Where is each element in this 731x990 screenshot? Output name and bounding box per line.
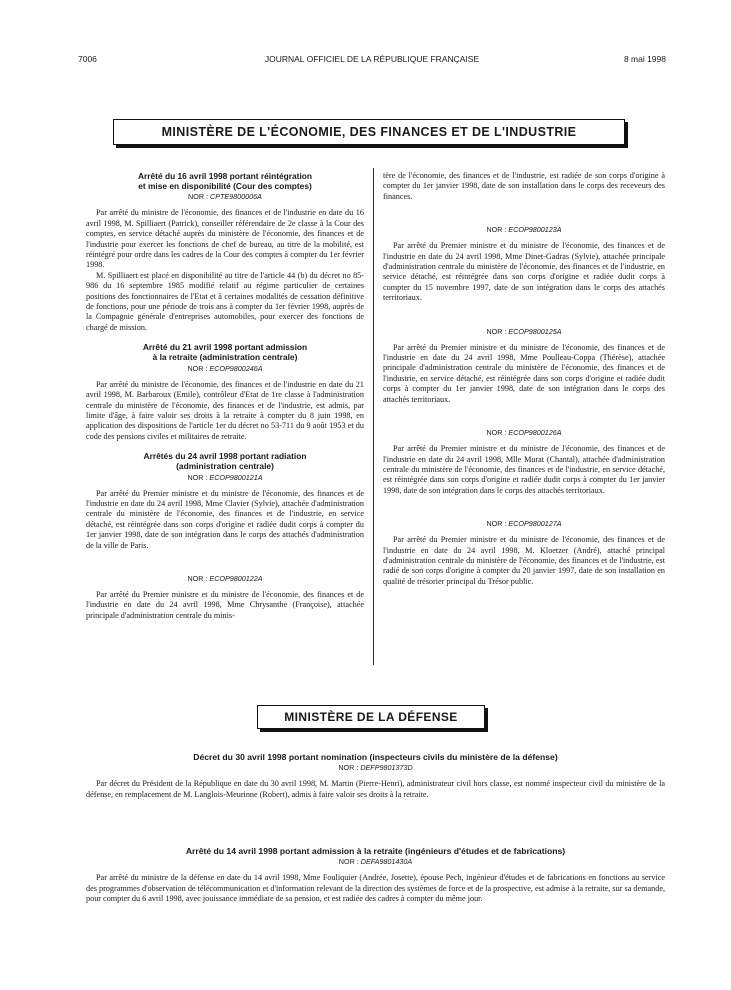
nor-code: ECOP9800125A [508, 326, 562, 336]
nor-label: NOR : [188, 192, 208, 202]
article-title-line: à la retraite (administration centrale) [152, 352, 298, 363]
nor-reference [86, 763, 665, 773]
nor-code: ECOP9800246A [209, 363, 263, 373]
nor-reference [383, 428, 665, 438]
article-dinet-gadras [383, 225, 665, 303]
nor-code: DEFP9801373D [360, 763, 413, 773]
article-chrysanthe [86, 574, 364, 621]
nor-reference [383, 519, 665, 529]
journal-title: JOURNAL OFFICIEL DE LA RÉPUBLIQUE FRANÇAISE [264, 54, 480, 64]
article-paragraph: Par arrêté du Premier ministre et du ministre de l'économie, des finances et de l'industrie en date du 24 avril 1998, M. Kloetzer (André), attaché principal d'administration centrale du ministère de l'économie, des finances et de l'industrie, est radié de son corps d'origine à compter du 20 janvier 1997, date de son installation en qualité de trésorier principal du Trésor public. [383, 535, 665, 586]
left-column [86, 171, 364, 621]
nor-code: ECOP9800121A [209, 472, 263, 482]
article-paragraph: Par arrêté du Premier ministre et du ministre de l'économie, des finances et de l'industrie en date du 24 avril 1998, Mme Poulleau-Coppa (Thérèse), attachée principale d'administration centrale du ministère de l'économie, des finances et de l'industrie, en service détaché, est réintégrée dans son corps d'origine et radiée dudit corps à compter du 1er janvier 1998, date de son intégration dans le corps des attachés territoriaux. [383, 342, 665, 404]
page-header [78, 54, 666, 68]
issue-date: 8 mai 1998 [623, 54, 666, 64]
nor-label: NOR : [187, 363, 208, 373]
article-paragraph: Par arrêté du ministre de l'économie, des finances et de l'industrie en date du 16 avril 1998, M. Spilliaert (Patrick), conseiller référendaire de 2e classe à la Cour des comptes, en service détaché auprès du ministère de l'économie, des finances et de l'industrie pour exercer les fonctions de chef de bureau, au titre de la mobilité, est réintégré pour ordre dans les cadres de la Cour des comptes à compter du 1er février 1998. [86, 208, 364, 270]
article-paragraph: Par arrêté du Premier ministre et du ministre de l'économie, des finances et de l'industrie en date du 24 avril 1998, Mme Chrysanthe (Françoise), attachée principale d'administration centrale du minis- [86, 589, 364, 620]
article-title-line: Arrêté du 16 avril 1998 portant réintégration [137, 171, 313, 181]
nor-label: NOR : [187, 573, 208, 583]
article-retraite-administration-centrale [86, 342, 364, 442]
article-paragraph: Par arrêté du Premier ministre et du ministre de l'économie, des finances et de l'industrie en date du 24 avril 1998, Mlle Murat (Chantal), attachée d'administration centrale du ministère de l'économie, des finances et de l'industrie, en service détaché, est réintégrée dans son corps d'origine et radiée dudit corps à compter du 1er janvier 1998, date de son intégration dans le corps des attachés territoriaux. [383, 444, 665, 495]
nor-label: NOR : [486, 519, 507, 529]
arrete-ingenieurs-etudes [86, 846, 665, 904]
column-divider [373, 168, 374, 665]
page-number: 7006 [78, 54, 97, 64]
article-title: Décret du 30 avril 1998 portant nomination (inspecteurs civils du ministère de la défense) [193, 752, 558, 762]
article-radiation [86, 451, 364, 551]
nor-reference [86, 192, 364, 202]
article-paragraph: M. Spilliaert est placé en disponibilité au titre de l'article 44 (b) du décret no 85-986 du 16 septembre 1985 modifié relatif au régime particulier de certaines positions des fonctionnaires de l'Etat et à certaines modalités de cessation définitive de fonctions, pour une période de trois ans à compter du 1er février 1998, auprès de la Compagnie générale d'entreprises automobiles, pour exercer des fonctions de chargé de mission. [86, 270, 364, 332]
nor-code: ECOP9800123A [508, 225, 562, 235]
nor-reference [383, 327, 665, 337]
nor-reference [86, 574, 364, 584]
nor-code: ECOP9800122A [209, 573, 263, 583]
nor-reference [383, 225, 665, 235]
article-paragraph: Par arrêté du Premier ministre et du ministre de l'économie, des finances et de l'industrie en date du 24 avril 1998, Mme Clavier (Sylvie), attachée d'administration centrale du ministère de l'économie, des finances et de l'industrie, en service détaché, est réintégrée dans son corps d'origine et radiée dudit corps à compter du 1er janvier 1998, date de son intégration dans le corps des attachés d'administration de la ville de Paris. [86, 488, 364, 550]
decree-inspecteurs-civils [86, 752, 665, 800]
ministry-defense-heading: MINISTÈRE DE LA DÉFENSE [257, 705, 485, 729]
nor-label: NOR : [486, 326, 507, 336]
article-title-line: Arrêté du 21 avril 1998 portant admission [142, 342, 308, 353]
article-paragraph: Par décret du Président de la République en date du 30 avril 1998, M. Martin (Pierre-Henri), administrateur civil hors classe, est nommé inspecteur civil du ministère de la défense, en remplacement de M. Langlois-Meurinne (Robert), admis à faire valoir ses droits à la retraite. [86, 779, 665, 799]
right-column [383, 171, 665, 587]
nor-label: NOR : [338, 857, 359, 867]
article-paragraph: Par arrêté du ministre de la défense en date du 14 avril 1998, Mme Fouliquier (Andrée, Josette), épouse Pech, ingénieur d'études et de fabrications en fonctions au service des programmes d'observation de télécommunication et d'information relevant de la direction des systèmes de force et de la prospective, est admise à la retraite, sur sa demande, pour compter du 6 avril 1998, avec jouissance immédiate de sa pension, et est radiée des cadres à compter du même jour. [86, 873, 665, 904]
article-title-line: (administration centrale) [176, 461, 274, 472]
nor-code: ECOP9800126A [508, 428, 562, 438]
ministry-economie-heading: MINISTÈRE DE L'ÉCONOMIE, DES FINANCES ET DE L'INDUSTRIE [113, 119, 625, 145]
article-cour-des-comptes [86, 171, 364, 333]
nor-reference [86, 364, 364, 374]
article-title-line: et mise en disponibilité (Cour des comptes) [138, 181, 312, 192]
nor-code: DEFA9801430A [360, 857, 413, 867]
nor-label: NOR : [486, 428, 507, 438]
article-kloetzer [383, 519, 665, 587]
article-title: Arrêté du 14 avril 1998 portant admission à la retraite (ingénieurs d'études et de fabrications) [185, 846, 566, 856]
nor-code: CPTE9800006A [210, 192, 262, 202]
nor-label: NOR : [486, 225, 507, 235]
nor-label: NOR : [338, 763, 359, 773]
article-murat [383, 428, 665, 496]
nor-reference [86, 857, 665, 867]
article-title-line: Arrêtés du 24 avril 1998 portant radiation [143, 451, 307, 462]
nor-label: NOR : [187, 472, 208, 482]
article-poulleau-coppa [383, 327, 665, 405]
article-continuation: tère de l'économie, des finances et de l'industrie, est radiée de son corps d'origine à compter du 1er janvier 1998, date de son installation dans le corps des receveurs des finances. [383, 171, 665, 201]
article-paragraph: Par arrêté du Premier ministre et du ministre de l'économie, des finances et de l'industrie en date du 24 avril 1998, Mme Dinet-Gadras (Sylvie), attachée principale d'administration centrale du ministère de l'économie, des finances et de l'industrie, en service détaché, est réintégrée dans son corps d'origine et radiée dudit corps à compter du 15 novembre 1997, date de son intégration dans le corps des attachés territoriaux. [383, 241, 665, 303]
nor-reference [86, 473, 364, 483]
nor-code: ECOP9800127A [508, 519, 562, 529]
article-paragraph: Par arrêté du ministre de l'économie, des finances et de l'industrie en date du 21 avril 1998, M. Barbaroux (Emile), contrôleur d'Etat de 1re classe à l'administration centrale du ministère de l'économie, des finances et de l'industrie, est admis, par limite d'âge, à faire valoir ses droits à la retraite à compter du 8 juin 1998, en application des dispositions de l'article 1er du décret no 53-711 du 9 août 1953 et du code des pensions civiles et militaires de retraite. [86, 379, 364, 441]
